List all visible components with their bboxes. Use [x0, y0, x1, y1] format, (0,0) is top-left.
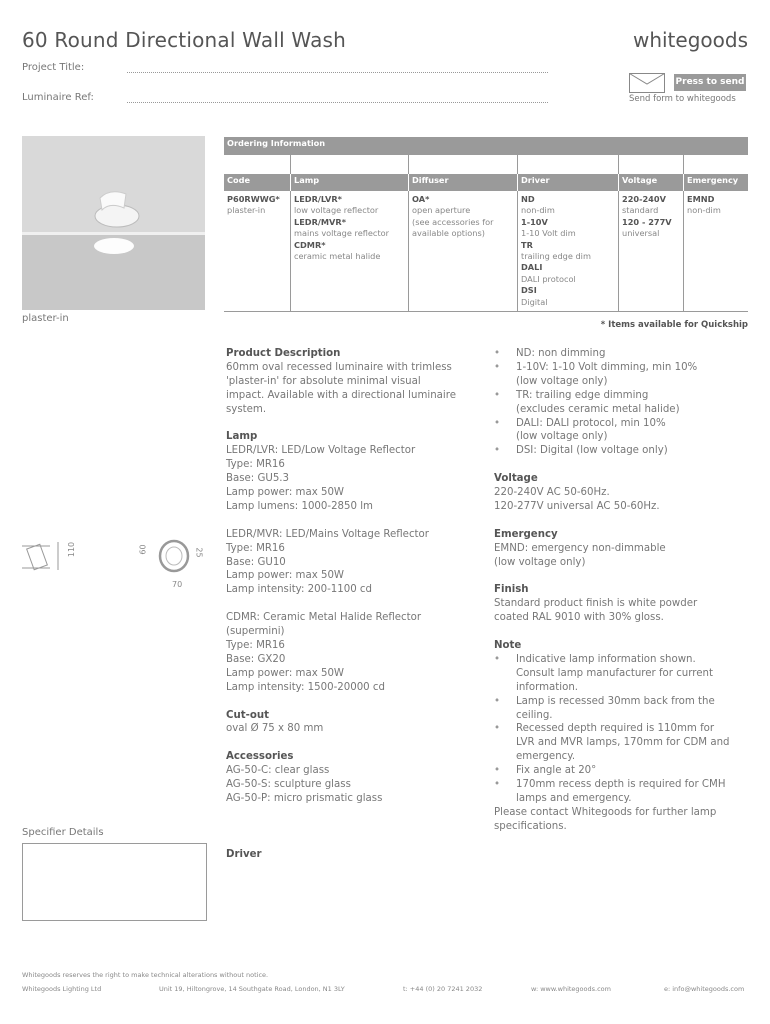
col-voltage: Voltage — [619, 174, 684, 191]
list-item: • 170mm recess depth is required for CMH lamps and emergency. — [494, 778, 750, 806]
cell-lamp: LEDR/LVR* low voltage reflector LEDR/MVR* mains voltage reflector CDMR* ceramic metal halide — [291, 191, 409, 312]
project-title-label: Project Title: — [22, 62, 85, 73]
list-item: • Recessed depth required is 110mm for LVR and MVR lamps, 170mm for CDM and emergency. — [494, 722, 750, 764]
footer-email[interactable]: e: info@whitegoods.com — [664, 985, 745, 993]
specifier-details-field[interactable] — [22, 843, 207, 921]
col-code: Code — [224, 174, 291, 191]
emergency-heading: Emergency — [494, 528, 558, 540]
col-driver: Driver — [518, 174, 619, 191]
page-title: 60 Round Directional Wall Wash — [22, 28, 347, 52]
list-item: • Lamp is recessed 30mm back from the ceiling. — [494, 695, 750, 723]
lamp-heading: Lamp — [226, 431, 258, 443]
col-emergency: Emergency — [684, 174, 749, 191]
luminaire-ref-field[interactable] — [127, 102, 548, 103]
dim-110: 110 — [67, 541, 77, 558]
ordering-title: Ordering Information — [224, 137, 748, 155]
voltage-heading: Voltage — [494, 473, 538, 485]
footer-web[interactable]: w: www.whitegoods.com — [531, 985, 611, 993]
list-item: • DSI: Digital (low voltage only) — [494, 444, 750, 458]
accessories-heading: Accessories — [226, 751, 294, 763]
cell-code: P60RWWG* plaster-in — [224, 191, 291, 312]
list-item: • DALI: DALI protocol, min 10% (low voltage only) — [494, 417, 750, 445]
footer-tel: t: +44 (0) 20 7241 2032 — [403, 985, 483, 993]
list-item: • TR: trailing edge dimming (excludes ceramic metal halide) — [494, 389, 750, 417]
list-item: • 1-10V: 1-10 Volt dimming, min 10% (low voltage only) — [494, 361, 750, 389]
specifier-label: Specifier Details — [22, 827, 104, 838]
col-diffuser: Diffuser — [409, 174, 518, 191]
dim-60: 60 — [138, 544, 148, 555]
dim-25: 25 — [194, 547, 204, 558]
front-dimension-drawing — [154, 536, 194, 580]
notes-list — [494, 653, 750, 806]
brand-logo: whitegoods — [632, 28, 748, 52]
col-lamp: Lamp — [291, 174, 409, 191]
cell-diffuser: OA* open aperture (see accessories for available options) — [409, 191, 518, 312]
finish-heading: Finish — [494, 584, 529, 596]
quickship-note: * Items available for Quickship — [600, 320, 748, 330]
cell-driver: ND non-dim 1-10V 1-10 Volt dim TR trailing edge dim DALI DALI protocol DSI Digital — [518, 191, 619, 312]
dim-70: 70 — [172, 580, 183, 589]
cutout-heading: Cut-out — [226, 709, 269, 721]
footer-company: Whitegoods Lighting Ltd — [22, 985, 102, 993]
ordering-table — [224, 137, 748, 312]
cell-voltage: 220-240V standard 120 - 277V universal — [619, 191, 684, 312]
footer-address: Unit 19, Hiltongrove, 14 Southgate Road, London, N1 3LY — [159, 985, 345, 993]
cell-emergency: EMND non-dim — [684, 191, 749, 312]
list-item: • Indicative lamp information shown. Consult lamp manufacturer for current information. — [494, 653, 750, 695]
send-form-text: Send form to whitegoods — [629, 94, 736, 104]
luminaire-ref-label: Luminaire Ref: — [22, 92, 94, 103]
left-column: Product Description 60mm oval recessed luminaire with trimless 'plaster-in' for absolute minimal visual impact. Available with a directional luminaire system. Lamp LEDR/LVR: LED/Low Voltage Reflector Type: MR16 Base: GU5.3 Lamp power: max 50W Lamp lumens: 1000-2850 lm LEDR/MVR: LED/Mains Voltage Reflector Type: MR16 Base: GU10 Lamp power: max 50W Lamp intensity: 200-1100 cd CDMR: Ceramic Metal Halide Reflector (supermini) Type: MR16 Base: GX20 Lamp power: max 50W Lamp intensity: 1500-20000 cd Cut-out oval Ø 75 x 80 mm Accessories AG-50-C: clear glass AG-50-S: sculpture glass AG-50-P: micro prismatic glass Driver — [226, 347, 486, 861]
driver-heading: Driver — [226, 848, 262, 860]
project-title-field[interactable] — [127, 72, 548, 73]
product-photo — [22, 136, 205, 310]
dimming-list — [494, 347, 750, 458]
product-desc-heading: Product Description — [226, 348, 341, 359]
right-column: • ND: non dimming • 1-10V: 1-10 Volt dimming, min 10% (low voltage only) • TR: trailing edge dimming (excludes ceramic metal halide) • DALI: DALI protocol, min 10% (low voltage only) • DSI: Digital (low voltage only) Voltage 220-240V AC 50-60Hz. 120-277V universal AC 50-60Hz. Emergency EMND: emergency non-dimmable (low voltage only) Finish Standard product finish is white powder coated RAL 9010 with 30% gloss. Note • Indicative lamp information shown. Consult lamp manufacturer for current information. • Lamp is recessed 30mm back from the ceiling. • Recessed depth required is 110mm for LVR and MVR lamps, 170mm for CDM and emergency. • Fix angle at 20° • 170mm recess depth is required for CMH lamps and emergency. Please contact Whitegoods for further lamp specifications. — [494, 347, 750, 834]
list-item: • Fix angle at 20° — [494, 764, 750, 778]
press-to-send-button[interactable]: Press to send — [674, 74, 746, 91]
photo-caption: plaster-in — [22, 313, 69, 324]
note-heading: Note — [494, 639, 522, 651]
footer-disclaimer: Whitegoods reserves the right to make technical alterations without notice. — [22, 971, 269, 979]
list-item: • ND: non dimming — [494, 347, 750, 361]
